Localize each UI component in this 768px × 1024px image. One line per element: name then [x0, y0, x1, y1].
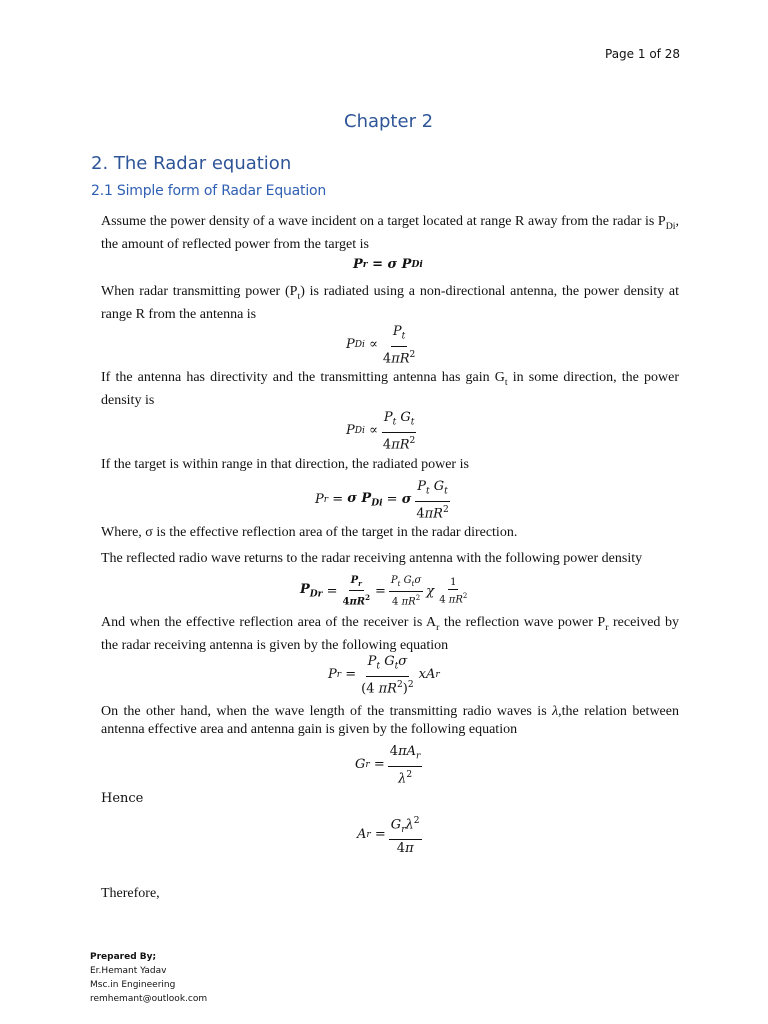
chapter-title: Chapter 2	[344, 111, 434, 132]
paragraph-radiated-power: If the target is within range in that direction, the radiated power is	[101, 457, 469, 472]
equation-antenna-gain: G r = $\frac{4\pi A_r}{\lambda^2}$	[355, 744, 421, 786]
equation-received-power: P r = $\frac{P_t G_t\sigma}{(4 \pi R^2)^2}$ xA r	[328, 654, 440, 696]
paragraph-nondirectional-antenna: When radar transmitting power $(P_t)$ is radiated using a non-directional antenna, the power density at range R from the antenna is	[101, 284, 679, 322]
subsection-heading: 2.1 Simple form of Radar Equation	[91, 183, 327, 199]
footer-author-block	[90, 950, 207, 1006]
equation-power-density-isotropic: P Di ∝ $\frac{P_t}{4\pi R^2}$	[346, 324, 416, 366]
footer-degree: Msc.in Engineering	[90, 980, 176, 990]
paragraph-therefore: Therefore,	[101, 886, 160, 901]
equation-effective-area: A r = $\frac{G_r\lambda^2}{4\pi}$	[357, 816, 420, 856]
paragraph-effective-area-gain: On the other hand, when the wave length of the transmitting radio waves is λ,the relation between antenna effective area and antenna gain is given by the following equation	[101, 704, 679, 737]
footer-prepared-by: Prepared By;	[90, 952, 157, 962]
paragraph-received-power: And when the effective reflection area of the receiver is $A_r$ the reflection wave power $P_r$ received by the radar receiving antenna is given by the following equation	[101, 615, 679, 653]
paragraph-sigma-definition: Where, σ is the effective reflection area of the target in the radar direction.	[101, 525, 518, 540]
paragraph-directional-antenna: If the antenna has directivity and the transmitting antenna has gain $G_t$ in some direction, the power density is	[101, 370, 679, 408]
equation-return-power-density: $P_{Dr}$ = $\frac{P_r}{4\pi R^2}$ = $\frac{P_t G_t\sigma}{4 \pi R^2}$ χ $\frac{1}{4 \pi R^2}$	[300, 575, 468, 608]
footer-email: remhemant@outlook.com	[90, 994, 208, 1004]
paragraph-return-power-density: The reflected radio wave returns to the radar receiving antenna with the following power density	[101, 551, 643, 566]
page-number: Page 1 of 28	[605, 47, 680, 61]
equation-reflected-power: P r = σ P Di	[353, 257, 423, 272]
paragraph-hence: Hence	[101, 791, 144, 806]
section-heading: 2. The Radar equation	[91, 153, 292, 174]
equation-power-density-directional: P Di ∝ $\frac{P_t G_t}{4\pi R^2}$	[346, 410, 416, 452]
equation-radiated-power: P r = σ $P_{Di}$ = σ $\frac{P_t G_t}{4\pi R^2}$	[315, 479, 449, 521]
footer-author-name: Er.Hemant Yadav	[90, 966, 167, 976]
paragraph-reflected-power-intro: Assume the power density of a wave incident on a target located at range R away from the radar is $P_{Di}$, the amount of reflected power from the target is	[101, 214, 679, 252]
